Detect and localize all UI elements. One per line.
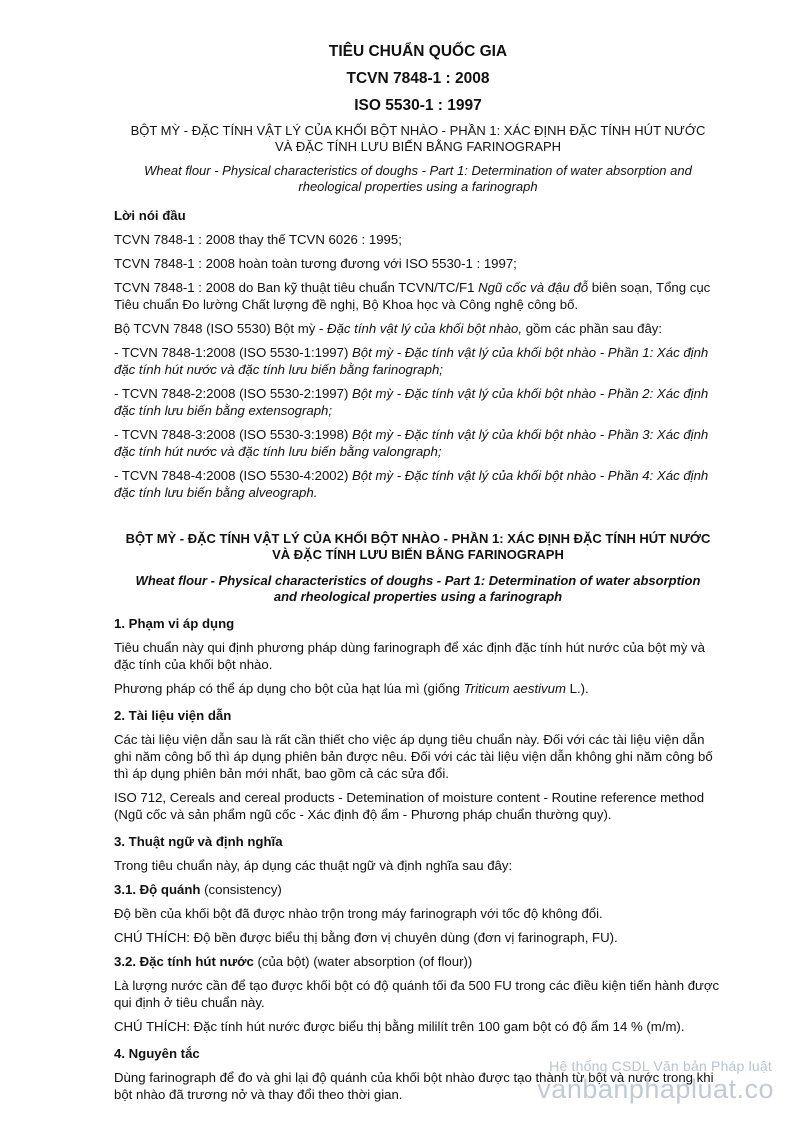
doc-title-standard: TIÊU CHUẨN QUỐC GIA (328, 43, 508, 60)
section-3-intro: Trong tiêu chuẩn này, áp dụng các thuật ngữ và định nghĩa sau đây: (114, 858, 513, 873)
doc-title-iso: ISO 5530-1 : 1997 (354, 97, 482, 114)
section-4-p1: Dùng farinograph để đo và ghi lại độ quánh của khối bột nhào được tạo thành từ bột và nước trong khi bột nhào đã trương nở và thay đổi theo thời gian. (114, 1070, 714, 1102)
part-title: Bột mỳ - Đặc tính vật lý của khối bột nhào - Phần 2: Xác định đặc tính lưu biến bằng extensograph; (114, 386, 709, 418)
section-2-p1: Các tài liệu viện dẫn sau là rất cần thiết cho việc áp dụng tiêu chuẩn này. Đối với các tài liệu viện dẫn ghi năm công bố thì áp dụng phiên bản được nêu. Đối với các tài liệu viện dẫn không ghi năm công bố thì áp dụng phiên bản mới nhất, bao gồm cả các sửa đổi. (114, 732, 713, 781)
part-ref: - TCVN 7848-2:2008 (ISO 5530-2:1997) (114, 386, 352, 401)
term-3-1-note: CHÚ THÍCH: Độ bền được biểu thị bằng đơn vị chuyên dùng (đơn vị farinograph, FU). (114, 930, 618, 945)
species-name: Triticum aestivum (463, 681, 566, 696)
series-title: Đặc tính vật lý của khối bột nhào, (327, 321, 523, 336)
term-title: 3.2. Đặc tính hút nước (114, 954, 254, 969)
part-ref: - TCVN 7848-4:2008 (ISO 5530-4:2002) (114, 468, 352, 483)
text: Bộ TCVN 7848 (ISO 5530) Bột mỳ - (114, 321, 328, 336)
section-3-heading: 3. Thuật ngữ và định nghĩa (114, 834, 283, 849)
main-en-title-line: Wheat flour - Physical characteristics of doughs - Part 1: Determination of water absorption (135, 573, 701, 588)
foreword-p3 (114, 279, 722, 313)
document-page (114, 42, 722, 1103)
watermark-site: vanbanphapluat.co (537, 1074, 774, 1104)
part-title: Bột mỳ - Đặc tính vật lý của khối bột nhào - Phần 1: Xác định đặc tính hút nước và đặc tính lưu biến bằng farinograph; (114, 345, 709, 377)
vn-title-line: BỘT MỲ - ĐẶC TÍNH VẬT LÝ CỦA KHỐI BỘT NHÀO - PHẦN 1: XÁC ĐỊNH ĐẶC TÍNH HÚT NƯỚC (130, 123, 706, 138)
watermark-caption: Hệ thống CSDL Văn bản Pháp luật (549, 1058, 772, 1074)
section-4-heading: 4. Nguyên tắc (114, 1046, 200, 1061)
term-3-1-definition: Độ bền của khối bột đã được nhào trộn trong máy farinograph với tốc độ không đổi. (114, 906, 603, 921)
term-3-1 (114, 881, 722, 898)
text: gồm các phần sau đây: (522, 321, 663, 336)
term-3-2-note: CHÚ THÍCH: Đặc tính hút nước được biểu thị bằng mililít trên 100 gam bột có độ ẩm 14 % (m/m). (114, 1019, 685, 1034)
main-vn-title-line: VÀ ĐẶC TÍNH LƯU BIẾN BẰNG FARINOGRAPH (272, 547, 564, 562)
term-en: (của bột) (water absorption (of flour)) (253, 954, 473, 969)
text: L.). (565, 681, 589, 696)
foreword-p4 (114, 320, 722, 337)
text: biên soạn, Tổng cục Tiêu chuẩn Đo lường Chất lượng đề nghị, Bộ Khoa học và Công nghệ công bố. (114, 280, 711, 312)
section-1-p2 (114, 680, 722, 697)
doc-title-tcvn: TCVN 7848-1 : 2008 (346, 70, 490, 87)
term-title: 3.1. Độ quánh (114, 882, 201, 897)
part-item (114, 467, 722, 501)
en-title (114, 163, 722, 195)
part-item (114, 426, 722, 460)
committee-name: Ngũ cốc và đậu đỗ (478, 280, 589, 295)
text: TCVN 7848-1 : 2008 do Ban kỹ thuật tiêu chuẩn TCVN/TC/F1 (114, 280, 479, 295)
section-1-p1: Tiêu chuẩn này qui định phương pháp dùng farinograph để xác định đặc tính hút nước của bột mỳ và đặc tính của khối bột nhào. (114, 640, 705, 672)
section-2-heading: 2. Tài liệu viện dẫn (114, 708, 232, 723)
part-title: Bột mỳ - Đặc tính vật lý của khối bột nhào - Phần 4: Xác định đặc tính lưu biến bằng alveograph. (114, 468, 709, 500)
part-item (114, 344, 722, 378)
part-ref: - TCVN 7848-3:2008 (ISO 5530-3:1998) (114, 427, 352, 442)
section-1-heading: 1. Phạm vi áp dụng (114, 616, 235, 631)
foreword-p2: TCVN 7848-1 : 2008 hoàn toàn tương đương với ISO 5530-1 : 1997; (114, 256, 517, 271)
main-en-title-line: and rheological properties using a farinograph (273, 589, 563, 604)
term-3-2 (114, 953, 722, 970)
en-title-line: Wheat flour - Physical characteristics of doughs - Part 1: Determination of water absorption and (144, 163, 692, 178)
vn-title-line: VÀ ĐẶC TÍNH LƯU BIẾN BẰNG FARINOGRAPH (274, 139, 562, 154)
main-en-title (114, 573, 722, 605)
vn-title (114, 123, 722, 155)
term-3-2-definition: Là lượng nước cần để tạo được khối bột có độ quánh tối đa 500 FU trong các điều kiện tiến hành được qui định ở tiêu chuẩn này. (114, 978, 720, 1010)
foreword-p1: TCVN 7848-1 : 2008 thay thế TCVN 6026 : 1995; (114, 232, 402, 247)
part-ref: - TCVN 7848-1:2008 (ISO 5530-1:1997) (114, 345, 352, 360)
text: Phương pháp có thể áp dụng cho bột của hạt lúa mì (giống (114, 681, 464, 696)
part-title: Bột mỳ - Đặc tính vật lý của khối bột nhào - Phần 3: Xác định đặc tính hút nước và đặc tính lưu biến bằng valongraph; (114, 427, 709, 459)
foreword-heading: Lời nói đầu (114, 208, 186, 223)
en-title-line: rheological properties using a farinograph (298, 179, 538, 194)
main-vn-title (114, 531, 722, 563)
part-item (114, 385, 722, 419)
main-vn-title-line: BỘT MỲ - ĐẶC TÍNH VẬT LÝ CỦA KHỐI BỘT NHÀO - PHẦN 1: XÁC ĐỊNH ĐẶC TÍNH HÚT NƯỚC (125, 531, 711, 546)
term-en: (consistency) (200, 882, 282, 897)
section-2-p2: ISO 712, Cereals and cereal products - Detemination of moisture content - Routine reference method (Ngũ cốc và sản phẩm ngũ cốc - Xác định độ ẩm - Phương pháp chuẩn thường quy). (114, 790, 705, 822)
